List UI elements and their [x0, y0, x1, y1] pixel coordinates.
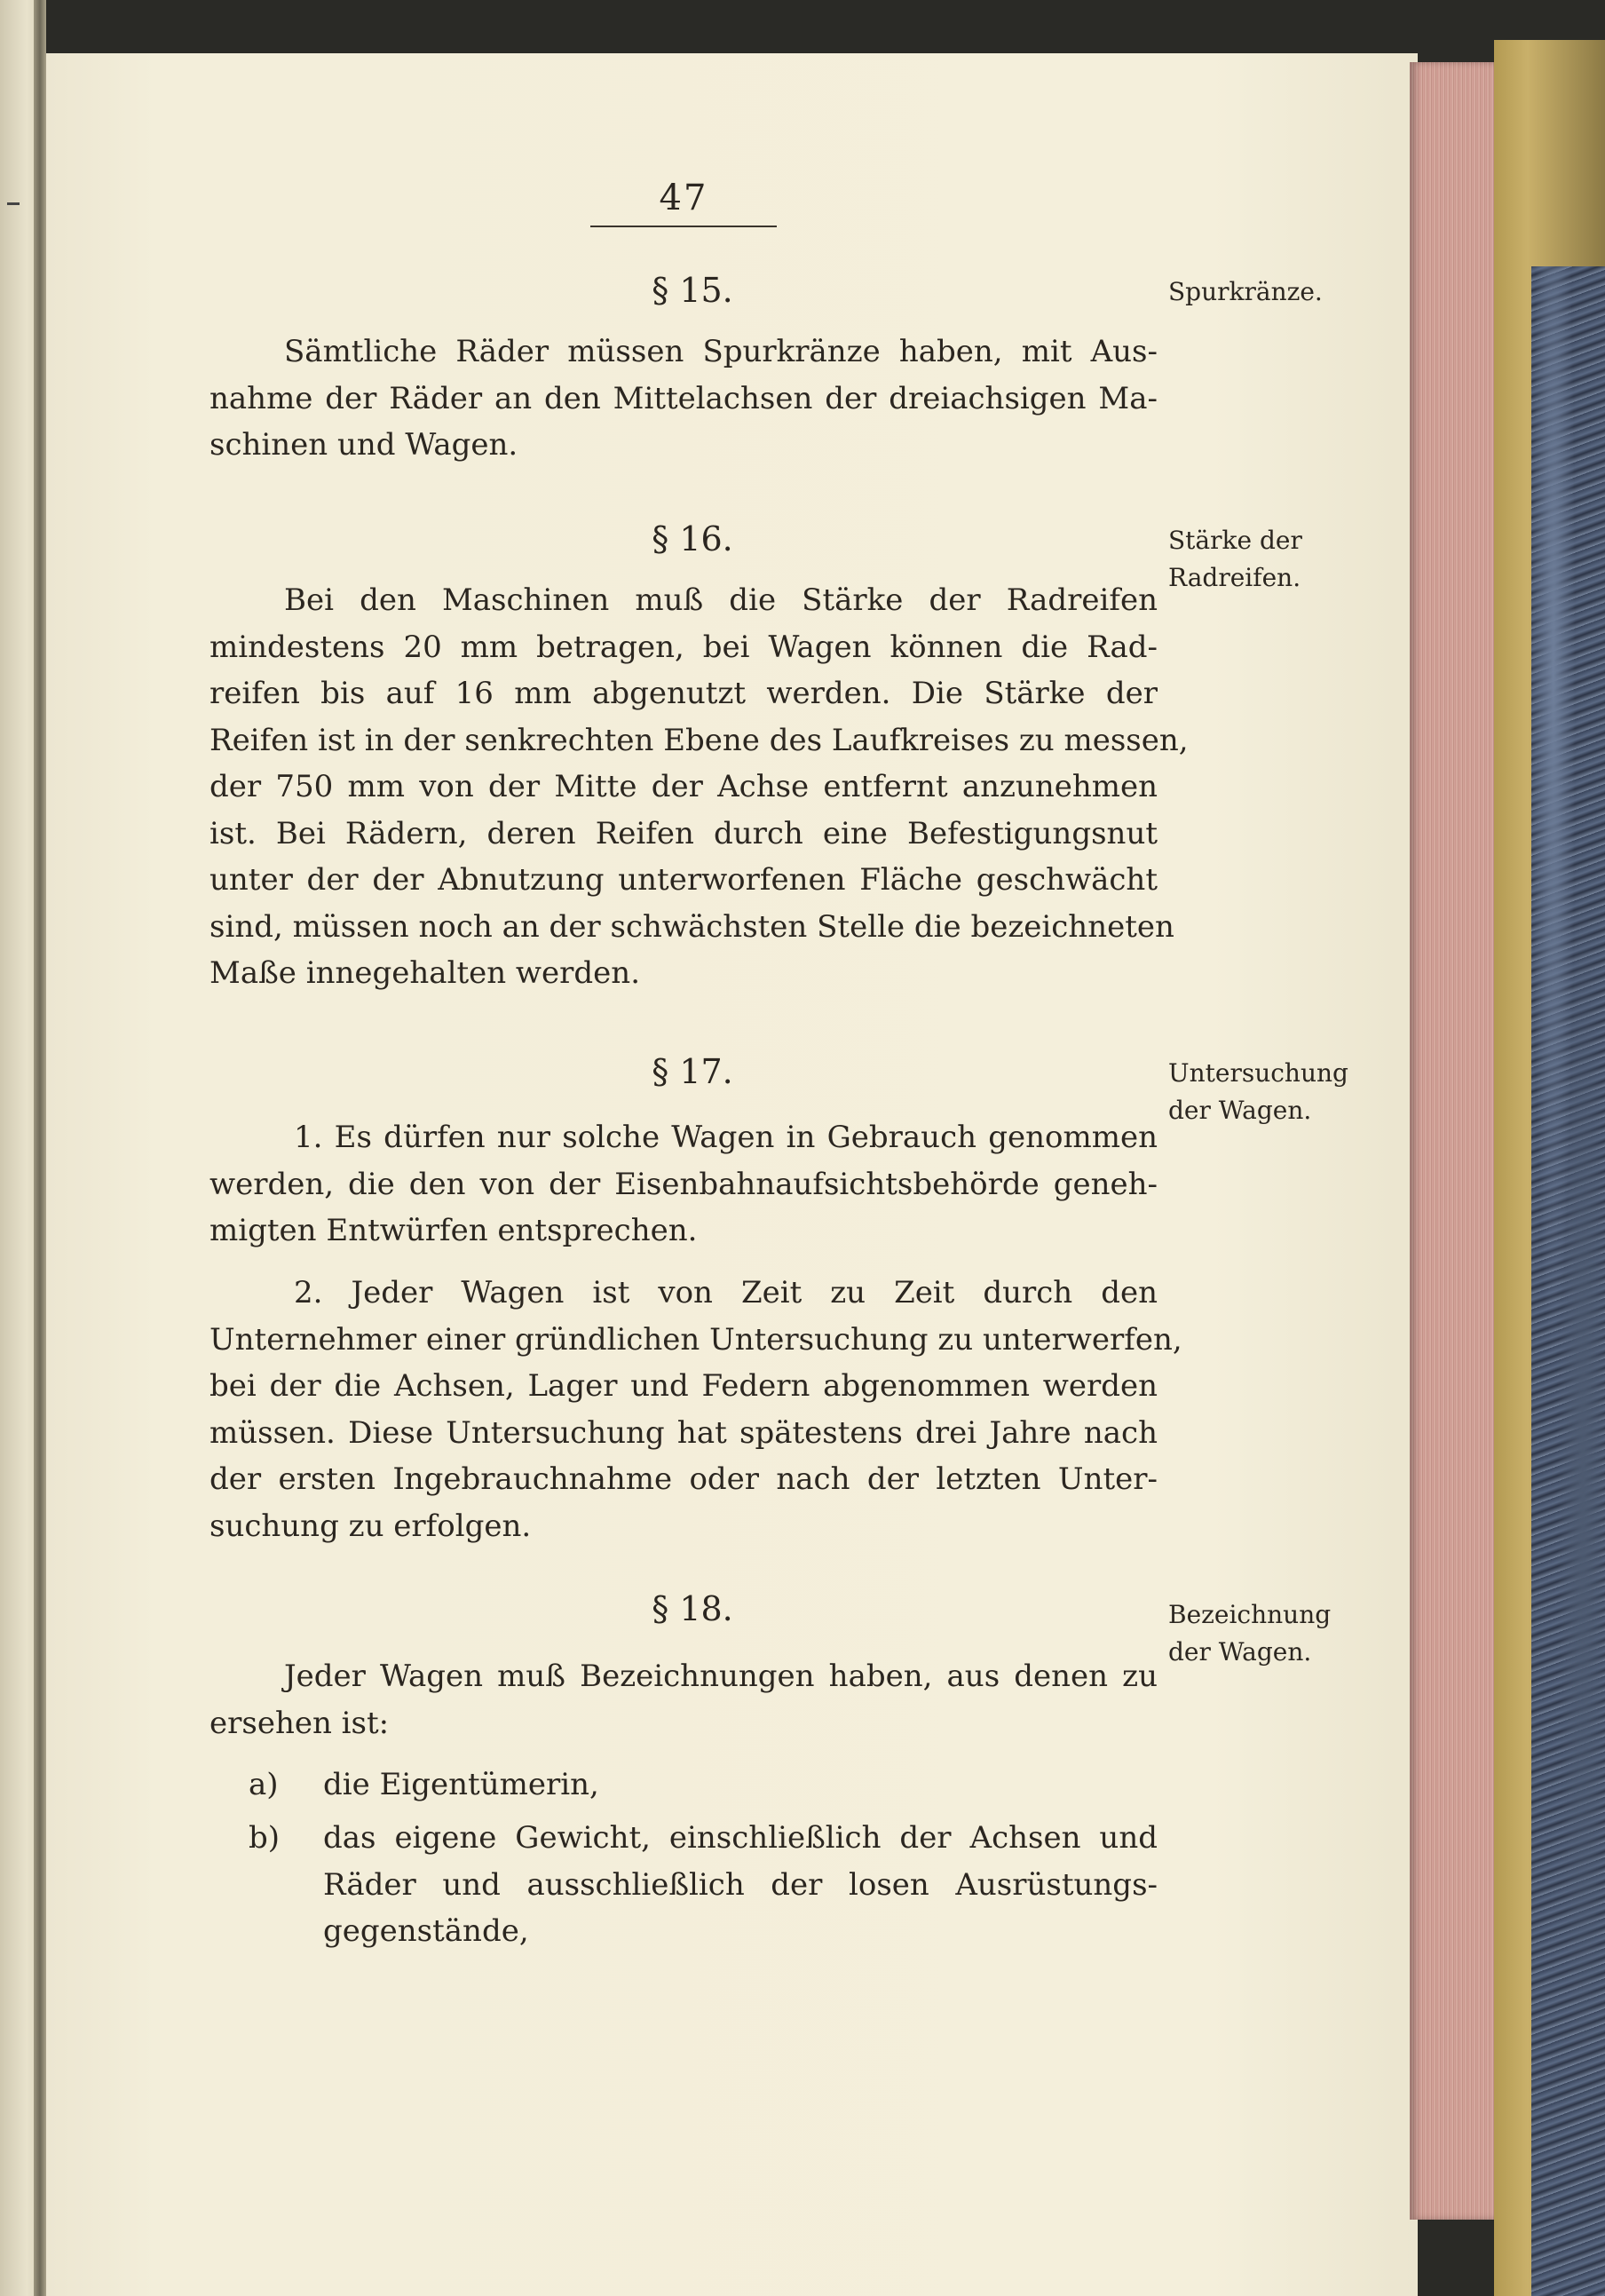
text-line: migten Entwürfen entsprechen.: [210, 1213, 698, 1248]
margin-note-line: der Wagen.: [1168, 1637, 1312, 1667]
text-line: Bei den Maschinen muß die Stärke der Radreifen: [284, 582, 1158, 618]
text-line: bei der die Achsen, Lager und Federn abgenommen werden: [210, 1368, 1158, 1404]
margin-note-line: Radreifen.: [1168, 563, 1301, 592]
margin-note-17: [1168, 1055, 1346, 1129]
margin-note-line: Stärke der: [1168, 526, 1302, 555]
text-line: reifen bis auf 16 mm abgenutzt werden. Die Stärke der: [210, 676, 1158, 711]
text-line: die Eigentümerin,: [323, 1767, 599, 1802]
text-line: Räder und ausschließlich der losen Ausrüstungs-: [323, 1866, 1158, 1903]
list-label: a): [249, 1767, 279, 1802]
text-line: müssen. Diese Untersuchung hat spätestens drei Jahre nach: [210, 1414, 1158, 1451]
text-line: Sämtliche Räder müssen Spurkränze haben, mit Aus-: [284, 334, 1158, 369]
text-line: der 750 mm von der Mitte der Achse entfernt anzunehmen: [210, 769, 1158, 804]
section-heading-18: § 18.: [652, 1589, 733, 1628]
text-line: Maße innegehalten werden.: [210, 955, 640, 991]
paragraph-18: [210, 1653, 1158, 1746]
text-line: schinen und Wagen.: [210, 427, 518, 463]
list-label: b): [249, 1820, 281, 1856]
paragraph-17-1: [210, 1114, 1158, 1255]
marbled-cover: [1531, 266, 1605, 2296]
text-line: ersehen ist:: [210, 1705, 390, 1741]
page-mark: [7, 202, 20, 205]
text-line: 1. Es dürfen nur solche Wagen in Gebrauch genommen: [294, 1120, 1158, 1155]
section-heading-15: § 15.: [652, 271, 733, 310]
margin-note-line: der Wagen.: [1168, 1096, 1312, 1125]
text-line: 2. Jeder Wagen ist von Zeit zu Zeit durch den: [294, 1275, 1158, 1310]
text-line: unter der der Abnutzung unterworfenen Fläche geschwächt: [210, 862, 1158, 898]
text-line: werden, die den von der Eisenbahnaufsichtsbehörde geneh-: [210, 1166, 1158, 1202]
list-item-a: [249, 1762, 1158, 1809]
text-line: gegenstände,: [323, 1913, 529, 1949]
margin-note-16: [1168, 522, 1346, 597]
text-line: das eigene Gewicht, einschließlich der Achsen und: [323, 1820, 1158, 1856]
text-line: nahme der Räder an den Mittelachsen der dreiachsigen Ma-: [210, 380, 1158, 416]
paragraph-17-2: [210, 1270, 1182, 1549]
text-line: ist. Bei Rädern, deren Reifen durch eine Befestigungsnut: [210, 815, 1158, 851]
page-block-edge: [1410, 62, 1494, 2220]
text-line: Jeder Wagen muß Bezeichnungen haben, aus denen zu: [284, 1659, 1158, 1694]
text-line: sind, müssen noch an der schwächsten Stelle die bezeichneten: [210, 908, 1174, 945]
section-heading-17: § 17.: [652, 1052, 733, 1091]
margin-note-line: Spurkränze.: [1168, 277, 1323, 306]
margin-note-15: [1168, 273, 1346, 311]
margin-note-line: Bezeichnung: [1168, 1600, 1332, 1629]
page-number: 47: [659, 178, 708, 218]
section-heading-16: § 16.: [652, 519, 733, 558]
paragraph-15: [210, 329, 1158, 469]
text-line: mindestens 20 mm betragen, bei Wagen können die Rad-: [210, 629, 1158, 665]
book-gutter: [34, 0, 46, 2296]
text-line: Reifen ist in der senkrechten Ebene des Laufkreises zu messen,: [210, 722, 1189, 758]
margin-note-18: [1168, 1596, 1346, 1671]
text-line: suchung zu erfolgen.: [210, 1508, 532, 1544]
list-item-b: [249, 1815, 1158, 1957]
header-rule: [590, 226, 777, 227]
paragraph-16: [210, 577, 1189, 997]
margin-note-line: Untersuchung: [1168, 1058, 1348, 1088]
text-line: der ersten Ingebrauchnahme oder nach der letzten Unter-: [210, 1461, 1158, 1497]
text-line: Unternehmer einer gründlichen Untersuchung zu unterwerfen,: [210, 1321, 1182, 1358]
